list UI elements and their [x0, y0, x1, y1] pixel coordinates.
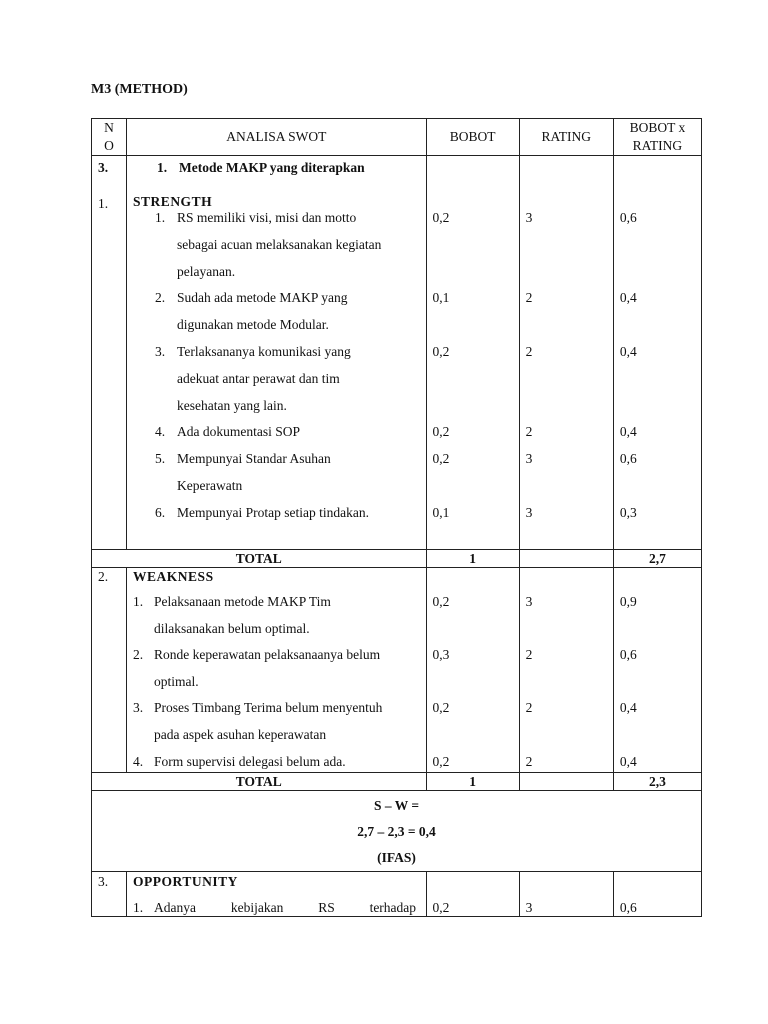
score-value: 0,4 [619, 424, 637, 440]
header-bobot: BOBOT [426, 119, 519, 156]
strength-total-row [92, 550, 702, 568]
rating-value: 3 [525, 900, 533, 915]
item-text-line: dilaksanakan belum optimal. [154, 620, 310, 636]
total-bobot: 1 [426, 550, 519, 568]
weakness-score-cell [613, 568, 701, 773]
strength-no-cell [92, 156, 127, 550]
item-number: 3. [155, 344, 166, 359]
item-number: 2. [133, 647, 144, 663]
sw-ifas-label: (IFAS) [377, 850, 416, 865]
bobot-value: 0,2 [432, 900, 450, 915]
total-label: TOTAL [92, 550, 427, 568]
header-rating: RATING [519, 119, 613, 156]
bobot-value: 0,2 [432, 344, 450, 359]
item-text-line: Form supervisi delegasi belum ada. [154, 753, 346, 769]
item-text-line: Terlaksananya komunikasi yang [177, 344, 351, 359]
item-text-line: Mempunyai Protap setiap tindakan. [177, 504, 370, 520]
rating-value: 2 [525, 700, 533, 716]
sw-formula-value: 2,7 – 2,3 = 0,4 [357, 824, 436, 839]
bobot-value: 0,2 [432, 594, 450, 609]
strength-rating-cell [519, 156, 613, 550]
item-text-line: sebagai acuan melaksanakan kegiatan [177, 236, 382, 252]
item-text-line: Mempunyai Standar Asuhan [177, 451, 331, 467]
sw-formula-label: S – W = [373, 798, 420, 813]
sw-summary-row [92, 791, 702, 872]
item-text-line: pelayanan. [177, 263, 236, 279]
weakness-no-cell [92, 568, 127, 773]
strength-bobot-cell [426, 156, 519, 550]
item-number: 1. [133, 594, 144, 609]
score-value: 0,3 [619, 504, 637, 520]
bobot-value: 0,3 [432, 647, 450, 663]
score-value: 0,4 [619, 753, 637, 769]
header-analisa-swot: ANALISA SWOT [127, 119, 426, 156]
rating-value: 2 [525, 753, 533, 769]
item-text-line: pada aspek asuhan keperawatan [154, 727, 327, 742]
item-number: 1. [133, 900, 144, 915]
weakness-total-row [92, 773, 702, 791]
weakness-block [92, 568, 702, 773]
item-number: 6. [155, 504, 166, 520]
row-number: 3. [98, 874, 109, 889]
item-number: 1. [155, 210, 166, 225]
item-text: Adanya kebijakan RS terhadap [154, 900, 417, 915]
item-number: 5. [155, 451, 166, 467]
item-number: 2. [155, 290, 166, 306]
table-header-row [92, 119, 702, 156]
item-text-line: kesehatan yang lain. [177, 397, 287, 413]
score-value: 0,6 [619, 210, 637, 225]
item-text-line: Ronde keperawatan pelaksanaanya belum [154, 647, 381, 663]
score-value: 0,6 [619, 647, 637, 663]
score-value: 0,6 [619, 451, 637, 467]
heading-number: 1. [157, 160, 168, 175]
item-text-line: optimal. [154, 673, 199, 689]
strength-block [92, 156, 702, 550]
bobot-value: 0,2 [432, 700, 450, 716]
bobot-value: 0,2 [432, 451, 450, 467]
opportunity-no-cell [92, 872, 127, 917]
rating-value: 3 [525, 594, 533, 609]
total-score: 2,3 [613, 773, 701, 791]
swot-table [91, 118, 702, 917]
header-bobot-x-rating: BOBOT x RATING [613, 119, 701, 156]
bobot-value: 0,2 [432, 210, 450, 225]
score-value: 0,4 [619, 344, 637, 359]
rating-value: 2 [525, 424, 533, 440]
rating-value: 2 [525, 344, 533, 359]
strength-analysis-cell [127, 156, 426, 550]
item-text-line: Pelaksanaan metode MAKP Tim [154, 594, 331, 609]
rating-value: 3 [525, 451, 533, 467]
item-text-line: RS memiliki visi, misi dan motto [177, 210, 357, 225]
category-weakness: WEAKNESS [133, 569, 214, 584]
category-opportunity: OPPORTUNITY [133, 874, 238, 889]
opportunity-bobot-cell [426, 872, 519, 917]
weakness-bobot-cell [426, 568, 519, 773]
score-value: 0,9 [619, 594, 637, 609]
total-label: TOTAL [92, 773, 427, 791]
score-value: 0,6 [619, 900, 637, 915]
row-number: 2. [98, 569, 109, 584]
opportunity-block [92, 872, 702, 917]
heading-title: Metode MAKP yang diterapkan [179, 160, 365, 175]
strength-score-cell [613, 156, 701, 550]
bobot-value: 0,1 [432, 504, 450, 520]
item-number: 4. [133, 753, 144, 769]
rating-value: 3 [525, 210, 533, 225]
opportunity-rating-cell [519, 872, 613, 917]
item-number: 4. [155, 424, 166, 440]
rating-value: 2 [525, 290, 533, 306]
item-text-line: Ada dokumentasi SOP [177, 424, 301, 440]
item-text-line: Proses Timbang Terima belum menyentuh [154, 700, 383, 716]
weakness-analysis-cell [127, 568, 426, 773]
item-text-line: Sudah ada metode MAKP yang [177, 290, 348, 306]
bobot-value: 0,2 [432, 424, 450, 440]
opportunity-analysis-cell [127, 872, 426, 917]
bobot-value: 0,2 [432, 753, 450, 769]
score-value: 0,4 [619, 290, 637, 306]
sw-summary [92, 791, 702, 872]
item-text-line: adekuat antar perawat dan tim [177, 370, 340, 386]
category-strength: STRENGTH [133, 194, 213, 209]
item-number: 3. [133, 700, 144, 716]
weakness-rating-cell [519, 568, 613, 773]
rating-value: 3 [525, 504, 533, 520]
section-title: M3 (METHOD) [91, 82, 188, 97]
header-no: N O [92, 119, 127, 156]
total-bobot: 1 [426, 773, 519, 791]
bobot-value: 0,1 [432, 290, 450, 306]
item-text-line: Keperawatn [177, 478, 243, 493]
score-value: 0,4 [619, 700, 637, 716]
item-text-line: digunakan metode Modular. [177, 317, 329, 333]
row-subnumber: 1. [98, 196, 109, 211]
opportunity-score-cell [613, 872, 701, 917]
rating-value: 2 [525, 647, 533, 663]
row-number: 3. [98, 160, 109, 175]
total-score: 2,7 [613, 550, 701, 568]
